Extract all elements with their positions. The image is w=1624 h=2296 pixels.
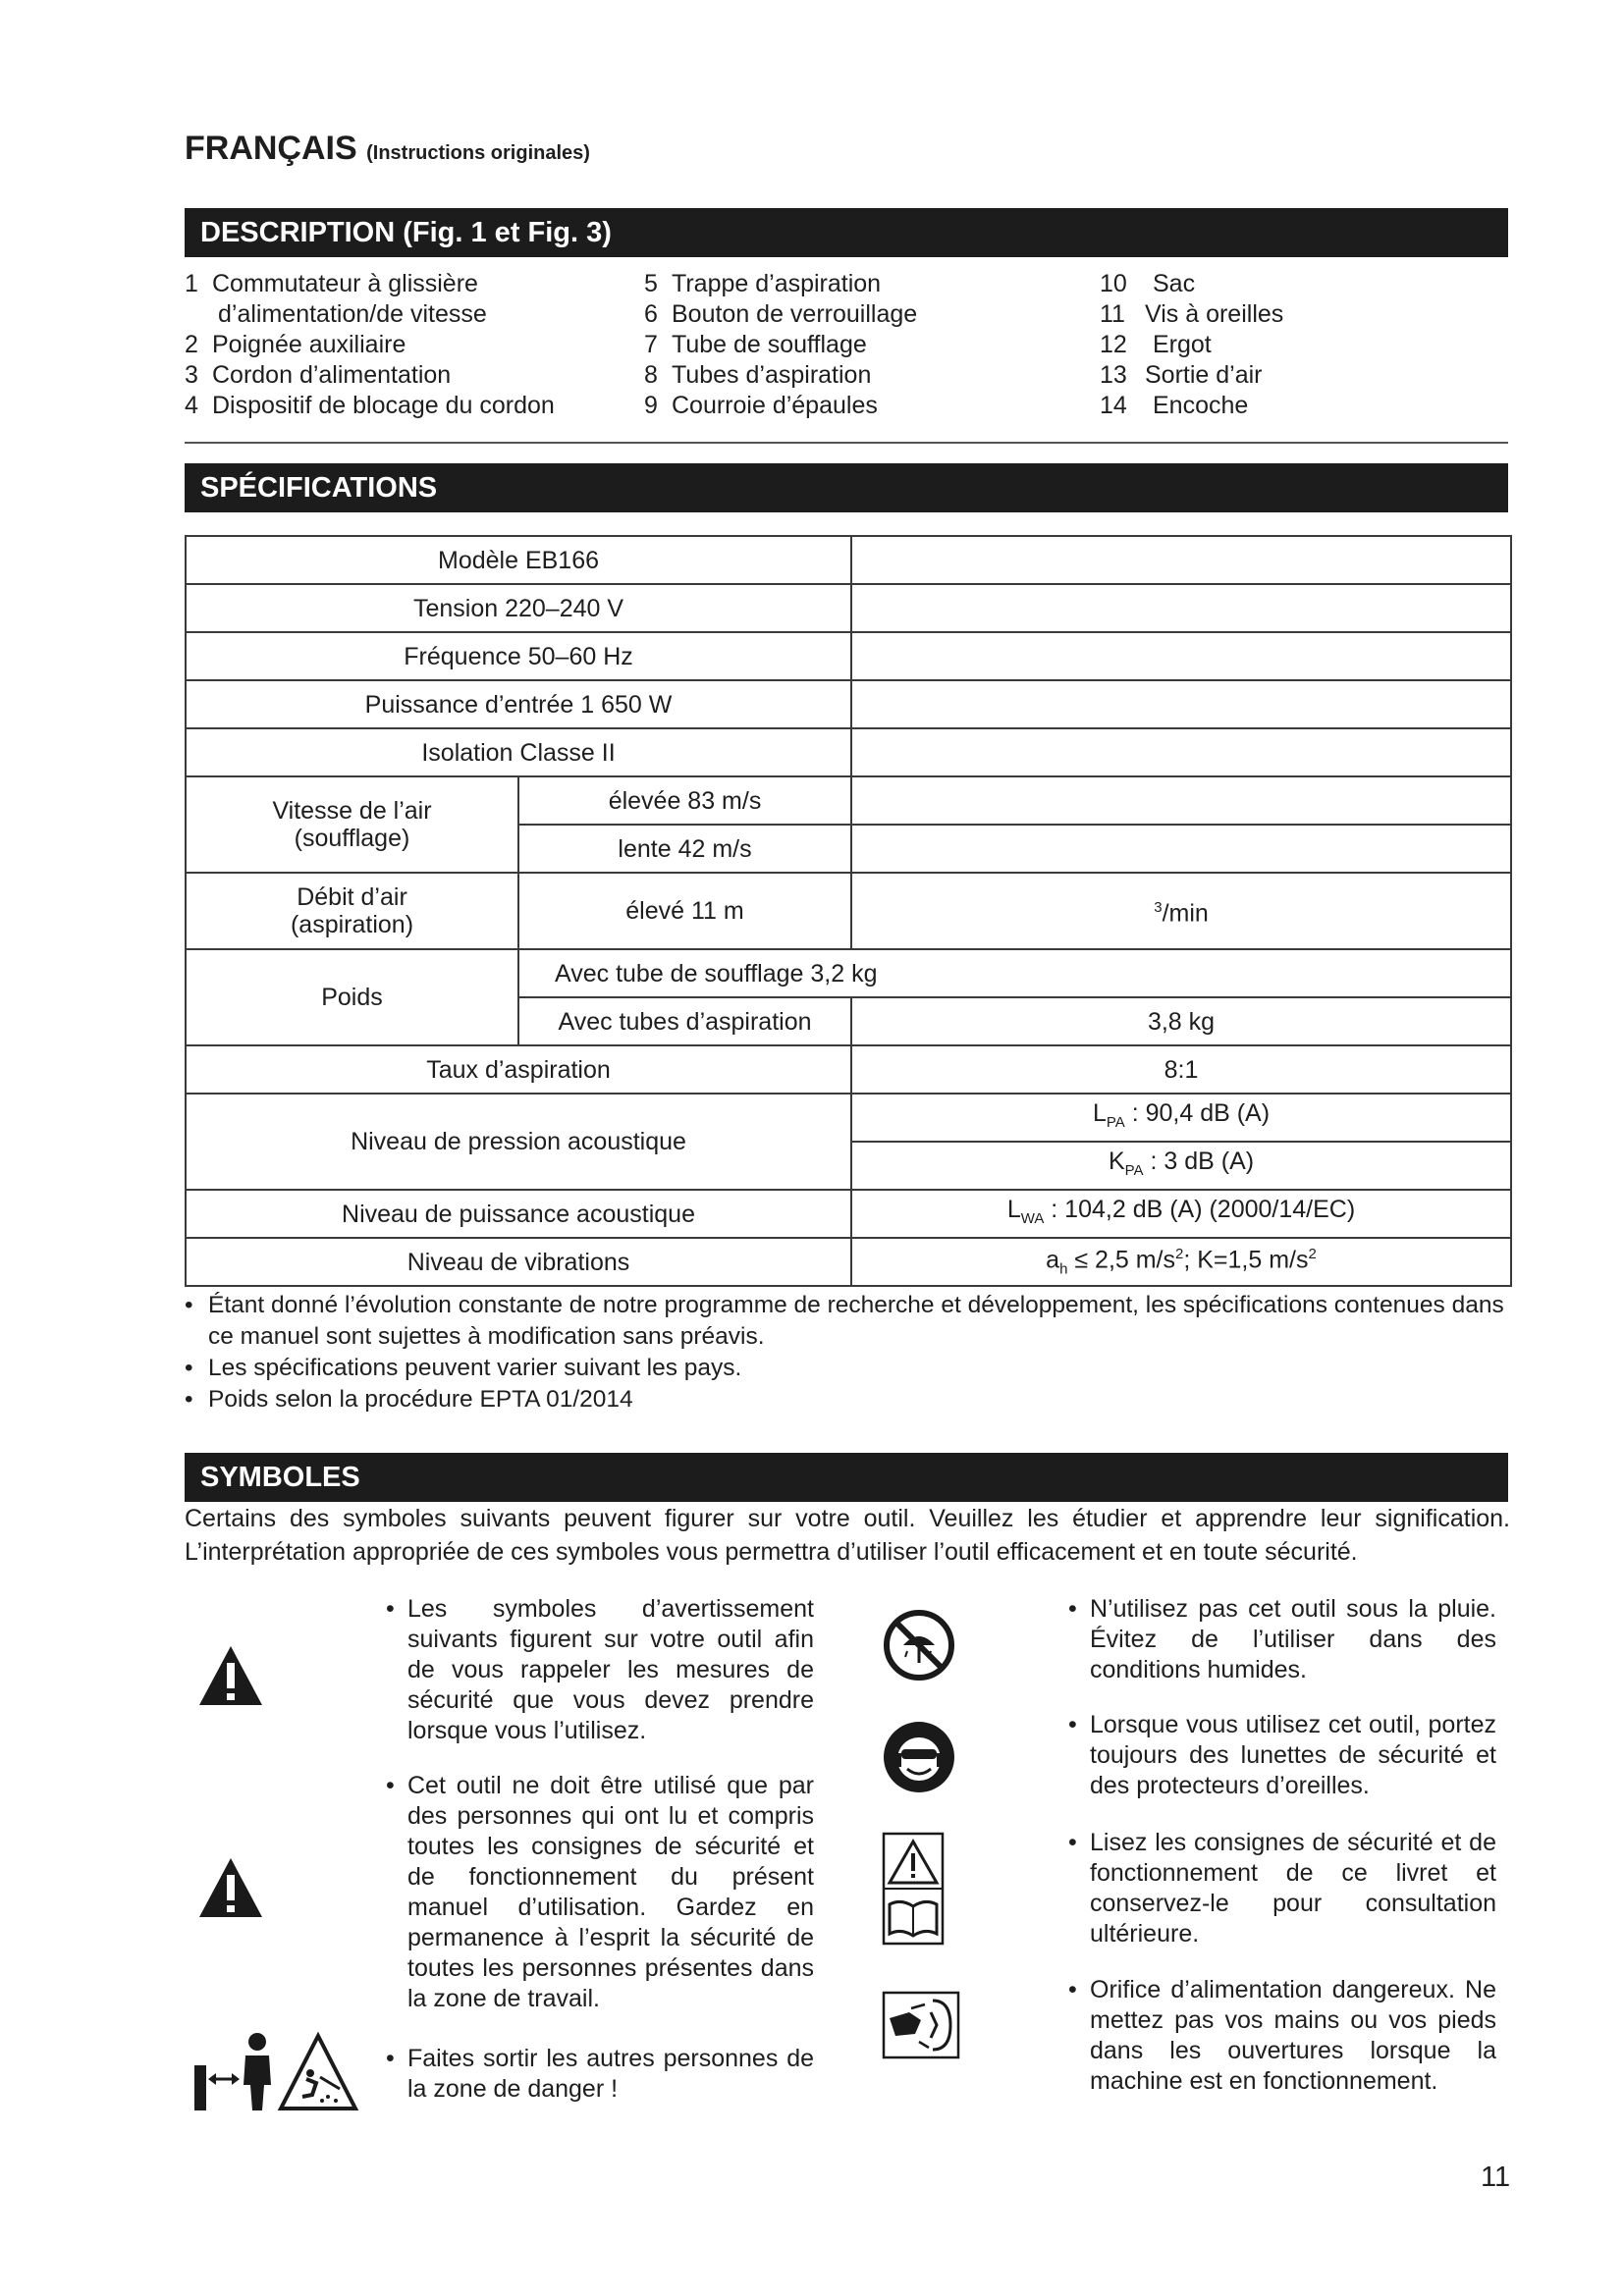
spec-lwa: $L_{WA}$ : 104,2 dB (A) (2000/14/EC): [851, 1190, 1511, 1238]
warning-triangle-icon: [196, 1855, 265, 1920]
spec-ratio-value: 8:1: [851, 1045, 1511, 1094]
bullet: •: [1068, 1595, 1077, 1623]
table-row: [186, 680, 1511, 728]
language-label: FRANÇAIS: [185, 130, 357, 167]
list-item: 7 Tube de soufflage: [644, 331, 867, 358]
spec-insulation: Isolation Classe II: [186, 728, 851, 776]
table-row: [186, 632, 1511, 680]
list-item: 5 Trappe d’aspiration: [644, 270, 882, 297]
table-row: [186, 949, 1511, 997]
list-item: 12 Ergot: [1100, 331, 1212, 358]
note-item: • Étant donné l’évolution constante de notre programme de recherche et développement, les spécifications contenues dans ce manuel sont sujettes à modification sans préavis.: [185, 1290, 1520, 1353]
description-column-1: [185, 269, 555, 421]
spec-empty-cell: [851, 536, 1511, 584]
list-item: 6 Bouton de verrouillage: [644, 300, 918, 328]
spec-swl-label: Niveau de puissance acoustique: [186, 1190, 851, 1238]
spec-vib-value: $a_h \le 2,5$ $m/s^2$; K=1,5 $m/s^2$: [851, 1238, 1511, 1286]
bullet: •: [1068, 1829, 1077, 1856]
spec-vib-label: Niveau de vibrations: [186, 1238, 851, 1286]
spec-air-speed-low: lente 42 m/s: [518, 825, 851, 873]
symbol-text-warning: • Les symboles d’avertissement suivants figurent sur votre outil afin de vous rappeler les mesures de sécurité que vous devez prendre lorsque vous l’utilisez.: [386, 1595, 814, 1744]
eye-ear-protection-icon: [882, 1720, 956, 1794]
bullet: •: [1068, 1976, 1077, 2003]
table-row: [186, 873, 1511, 949]
list-item: 9 Courroie d’épaules: [644, 392, 878, 419]
keep-bystanders-away-icon: [192, 2028, 359, 2116]
page-language-title: [185, 130, 590, 168]
note-item: • Poids selon la procédure EPTA 01/2014: [185, 1384, 1520, 1415]
spec-weight-blow: Avec tube de soufflage 3,2 kg: [518, 949, 1511, 997]
spec-ratio-label: Taux d’aspiration: [186, 1045, 851, 1094]
spec-weight-label: Poids: [186, 949, 518, 1045]
list-item: 11 Vis à oreilles: [1100, 300, 1284, 328]
symbol-text-protection: • Lorsque vous utilisez cet outil, portez toujours des lunettes de sécurité et des protecteurs d’oreilles.: [1068, 1711, 1496, 1799]
warning-triangle-icon: [196, 1643, 265, 1708]
spec-empty-cell: [851, 776, 1511, 825]
description-heading: DESCRIPTION (Fig. 1 et Fig. 3): [185, 208, 1508, 257]
table-row: [186, 1190, 1511, 1238]
spec-weight-suction-value: 3,8 kg: [851, 997, 1511, 1045]
bullet: •: [386, 1772, 395, 1799]
bullet: •: [386, 2045, 395, 2072]
list-item: 2 Poignée auxiliaire: [185, 331, 406, 358]
symbols-heading: SYMBOLES: [185, 1453, 1508, 1502]
spec-empty-cell: [851, 680, 1511, 728]
table-row: [186, 1094, 1511, 1142]
symbol-text-dangerous-intake: • Orifice d’alimentation dangereux. Ne mettez pas vos mains ou vos pieds dans les ouvertures lorsque la machine est en fonctionnement.: [1068, 1976, 1496, 2095]
spec-notes: [185, 1290, 1520, 1415]
specifications-heading: SPÉCIFICATIONS: [185, 463, 1508, 512]
symbol-text-bystanders: • Faites sortir les autres personnes de la zone de danger !: [386, 2045, 814, 2103]
list-item: 3 Cordon d’alimentation: [185, 361, 452, 389]
read-manual-icon: [882, 1832, 945, 1946]
spec-lpa: $L_{PA}$ : 90,4 dB (A): [851, 1094, 1511, 1142]
language-subtitle: (Instructions originales): [366, 142, 590, 164]
spec-kpa: $K_{PA}$ : 3 dB (A): [851, 1142, 1511, 1190]
page-number: 11: [1481, 2162, 1511, 2193]
list-item: 8 Tubes d’aspiration: [644, 361, 872, 389]
symbol-text-read-instructions: • Cet outil ne doit être utilisé que par des personnes qui ont lu et compris toutes les consignes de sécurité et de fonctionnement du présent manuel d’utilisation. Gardez en permanence à l’esprit la sécurité de toutes les personnes présentes dans la zone de travail.: [386, 1772, 814, 2012]
spec-spl-label: Niveau de pression acoustique: [186, 1094, 851, 1190]
spec-power: Puissance d’entrée 1 650 W: [186, 680, 851, 728]
spec-voltage: Tension 220–240 V: [186, 584, 851, 632]
list-item: 10 Sac: [1100, 270, 1196, 297]
no-rain-icon: [882, 1608, 956, 1682]
spec-model: Modèle EB166: [186, 536, 851, 584]
specifications-table: [185, 535, 1512, 1287]
spec-weight-suction-label: Avec tubes d’aspiration: [518, 997, 851, 1045]
list-item: 13 Sortie d’air: [1100, 361, 1263, 389]
spec-empty-cell: [851, 632, 1511, 680]
symbol-text-no-rain: • N’utilisez pas cet outil sous la pluie. Évitez de l’utiliser dans des conditions humides.: [1068, 1595, 1496, 1683]
spec-empty-cell: [851, 584, 1511, 632]
list-item-continuation: d’alimentation/de vitesse: [218, 300, 487, 328]
spec-frequency: Fréquence 50–60 Hz: [186, 632, 851, 680]
table-row: [186, 584, 1511, 632]
description-column-3: [1100, 269, 1283, 421]
symbols-intro: Certains des symboles suivants peuvent figurer sur votre outil. Veuillez les étudier et apprendre leur signification. L’interprétation appropriée de ces symboles vous permettra d’utiliser l’outil efficacement et en toute sécurité.: [185, 1505, 1510, 1566]
list-item: 14 Encoche: [1100, 392, 1249, 419]
table-row: [186, 728, 1511, 776]
spec-empty-cell: [851, 728, 1511, 776]
description-column-2: [644, 269, 917, 421]
table-row: [186, 1045, 1511, 1094]
list-item: 1 Commutateur à glissière: [185, 270, 478, 297]
table-row: [186, 776, 1511, 825]
section-divider: [185, 442, 1508, 444]
spec-empty-cell: [851, 825, 1511, 873]
spec-air-speed-label: Vitesse de l’air (soufflage): [186, 776, 518, 873]
spec-air-flow-unit: $^3$/min: [851, 873, 1511, 949]
table-row: [186, 1238, 1511, 1286]
bullet: •: [1068, 1711, 1077, 1738]
note-item: • Les spécifications peuvent varier suivant les pays.: [185, 1353, 1520, 1384]
table-row: [186, 536, 1511, 584]
symbol-text-read-manual: • Lisez les consignes de sécurité et de fonctionnement de ce livret et conservez-le pour consultation ultérieure.: [1068, 1829, 1496, 1948]
spec-air-speed-high: élevée 83 m/s: [518, 776, 851, 825]
spec-air-flow-value: élevé 11 m: [518, 873, 851, 949]
dangerous-intake-icon: [882, 1991, 960, 2059]
spec-air-flow-label: Débit d’air (aspiration): [186, 873, 518, 949]
bullet: •: [386, 1595, 395, 1623]
list-item: 4 Dispositif de blocage du cordon: [185, 392, 555, 419]
